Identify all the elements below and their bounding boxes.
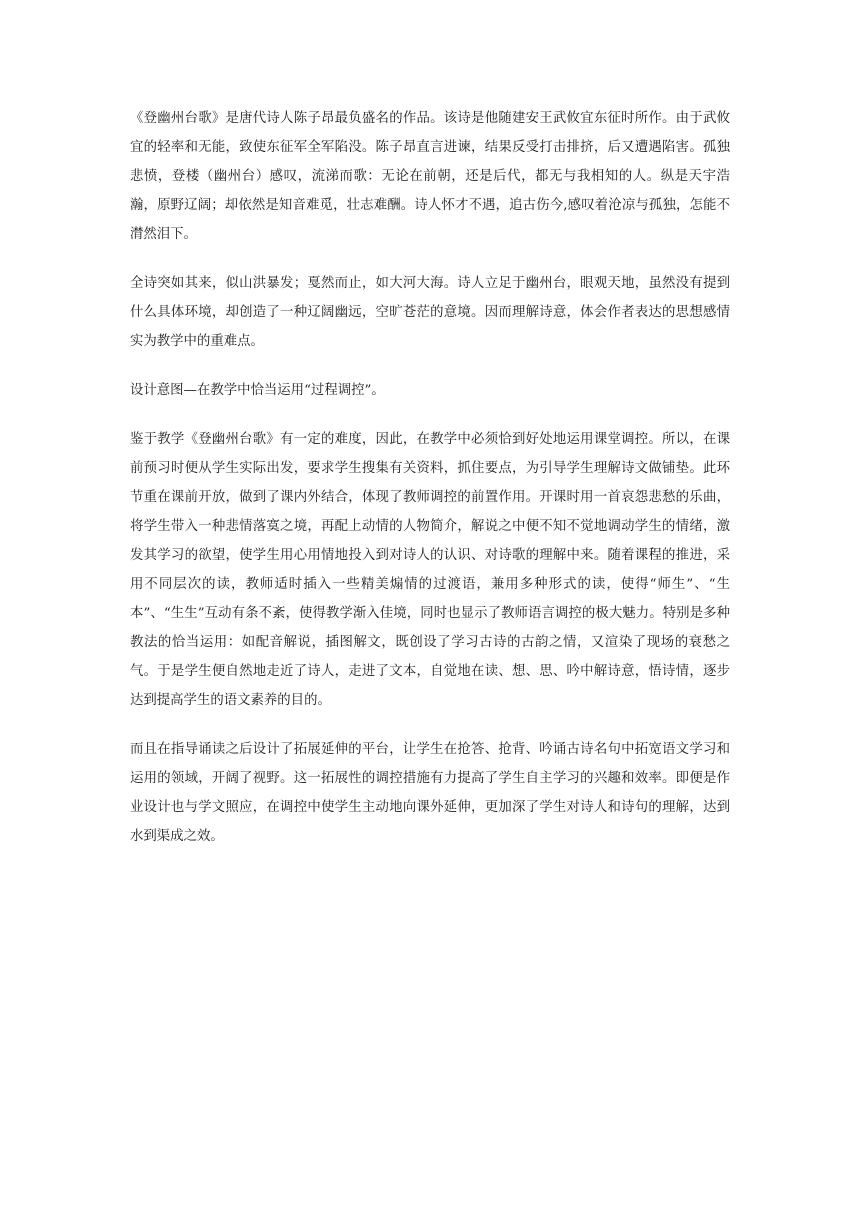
document-body: [130, 104, 730, 871]
paragraph-artistic-conception: 全诗突如其来，似山洪暴发；戛然而止，如大河大海。诗人立足于幽州台，眼观天地，虽然没有提到什么具体环境，却创造了一种辽阔幽远，空旷苍茫的意境。因而理解诗意，体会作者表达的思想感情实为教学中的重难点。: [130, 276, 730, 349]
paragraph-extension: 而且在指导诵读之后设计了拓展延伸的平台，让学生在抢答、抢背、吟诵古诗名句中拓宽语文学习和运用的领域，开阔了视野。这一拓展性的调控措施有力提高了学生自主学习的兴趣和效率。即便是作业设计也与学文照应，在调控中使学生主动地向课外延伸，更加深了学生对诗人和诗句的理解，达到水到渠成之效。: [130, 742, 730, 844]
paragraph-background: 《登幽州台歌》是唐代诗人陈子昂最负盛名的作品。该诗是他随建安王武攸宜东征时所作。由于武攸宜的轻率和无能，致使东征军全军陷没。陈子昂直言进谏，结果反受打击排挤，后又遭遇陷害。孤独悲愤，登楼（幽州台）感叹，流涕而歌：无论在前朝，还是后代，都无与我相知的人。纵是天宇浩瀚，原野辽阔；却依然是知音难觅，壮志难酬。诗人怀才不遇，追古伤今,感叹着沧凉与孤独，怎能不潸然泪下。: [130, 111, 730, 242]
paragraph-process-control: 鉴于教学《登幽州台歌》有一定的难度，因此，在教学中必须恰到好处地运用课堂调控。所以，在课前预习时便从学生实际出发，要求学生搜集有关资料，抓住要点，为引导学生理解诗文做铺垫。此环节重在课前开放，做到了课内外结合，体现了教师调控的前置作用。开课时用一首哀怨悲愁的乐曲，将学生带入一种悲情落寞之境，再配上动情的人物简介，解说之中便不知不觉地调动学生的情绪，激发其学习的欲望，使学生用心用情地投入到对诗人的认识、对诗歌的理解中来。随着课程的推进，采用不同层次的读，教师适时插入一些精美煽情的过渡语，兼用多种形式的读，使得“师生”、“生本”、“生生”互动有条不紊，使得教学渐入佳境，同时也显示了教师语言调控的极大魅力。特别是多种教法的恰当运用：如配音解说，插图解文，既创设了学习古诗的古韵之情，又渲染了现场的衰愁之气。于是学生便自然地走近了诗人，走进了文本，自觉地在读、想、思、吟中解诗意，悟诗情，逐步达到提高学生的语文素养的目的。: [130, 432, 730, 708]
paragraph-design-intent: 设计意图—在教学中恰当运用“过程调控”。: [130, 383, 385, 398]
